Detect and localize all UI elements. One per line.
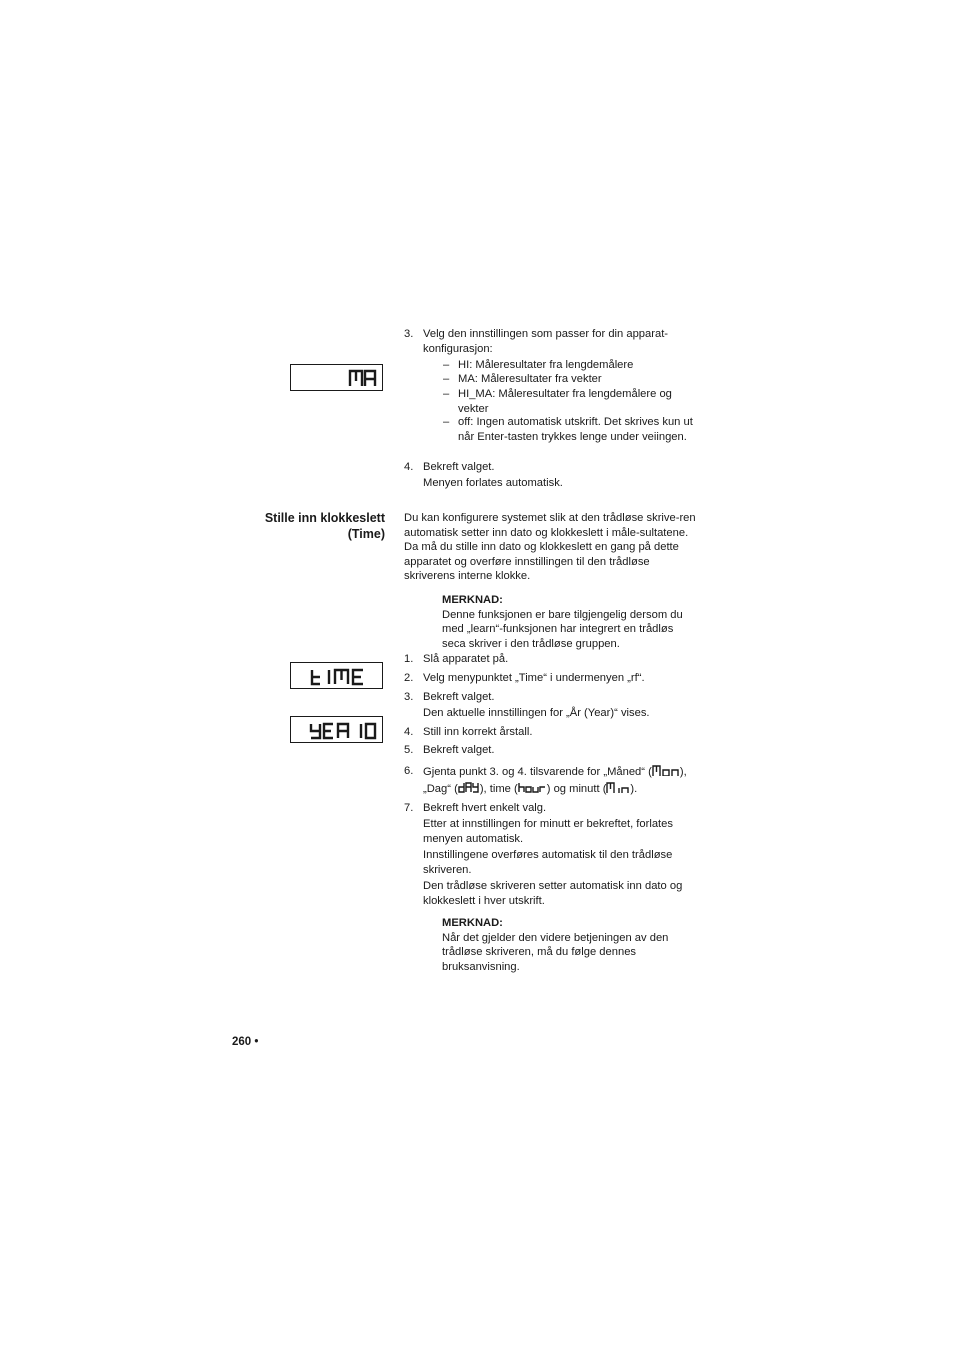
lcd-display-time [290,662,383,689]
lcd-day-icon [458,782,480,793]
lcd-display-year [290,716,383,743]
heading-line: (Time) [347,526,385,541]
section-heading [215,511,385,542]
step-text: Still inn korrekt årstall. [423,726,533,738]
step-text-part: ). [630,783,638,795]
step-subtext: Den aktuelle innstillingen for „År (Year)“ vises. [423,707,650,719]
note-text: Når det gjelder den videre betjeningen av den trådløse skriveren, må du følge dennes bruksanvisning. [442,931,669,973]
step-number: 7. [404,802,414,814]
step-text: Bekreft valget. [423,691,495,703]
step-text: Bekreft hvert enkelt valg. [423,802,547,814]
step-number: 5. [404,744,414,756]
step-text-part: „Dag“ ( [423,783,458,795]
step-number: 4. [404,461,414,473]
lcd-mon-icon [652,765,680,776]
list-dash: – [443,388,450,400]
step-number: 2. [404,672,414,684]
step-subtext: Innstillingene overføres automatisk til den trådløse skriveren. [423,849,673,876]
step-text: Velg menypunktet „Time“ i undermenyen „rf“. [423,672,645,684]
list-dash: – [443,416,450,428]
lcd-year-icon [291,717,384,744]
step-text-part: Gjenta punkt 3. og 4. tilsvarende for „Måned“ ( [423,766,652,778]
lcd-display-ma [290,364,383,391]
lcd-min-icon [606,782,630,793]
note-title: MERKNAD: [442,917,503,929]
heading-line: Stille inn klokkeslett [264,511,385,525]
lcd-ma-icon [291,365,384,392]
step-text: Slå apparatet på. [423,653,509,665]
page-number: 260 • [232,1036,259,1048]
step-subtext: Menyen forlates automatisk. [423,477,563,489]
step-number: 6. [404,765,414,777]
step-text-part: ), [679,766,687,778]
step-number: 3. [404,328,414,340]
step-text-part: ) og minutt ( [546,783,607,795]
step-text: Bekreft valget. [423,461,495,473]
step-number: 4. [404,726,414,738]
step-text: Bekreft valget. [423,744,495,756]
note-block [442,593,692,651]
option-item: HI_MA: Måleresultater fra lengdemålere og vekter [458,388,672,415]
step-subtext: Den trådløse skriveren setter automatisk inn dato og klokkeslett i hver utskrift. [423,880,683,907]
list-dash: – [443,373,450,385]
intro-paragraph: Du kan konfigurere systemet slik at den trådløse skrive-ren automatisk setter inn dato og klokkeslett i måle-sultatene. Da må du stille inn dato og klokkeslett en gang på dette apparatet og overføre innstillingen til den trådløse skriverens interne klokke. [404,512,696,583]
step-number: 3. [404,691,414,703]
note-title: MERKNAD: [442,594,503,606]
step-text: Velg den innstillingen som passer for din apparat-konfigurasjon: [423,328,669,355]
option-item: MA: Måleresultater fra vekter [458,373,602,385]
lcd-time-icon [291,663,384,690]
option-item: off: Ingen automatisk utskrift. Det skrives kun ut når Enter-tasten trykkes lenge under veiingen. [458,416,693,443]
note-block [442,916,692,974]
note-text: Denne funksjonen er bare tilgjengelig dersom du med „learn“-funksjonen har integrert en trådløs seca skriver i den trådløse gruppen. [442,608,683,650]
step-text-part: ), time ( [479,783,518,795]
option-item: HI: Måleresultater fra lengdemålere [458,359,634,371]
list-dash: – [443,359,450,371]
lcd-hour-icon [518,782,547,793]
step-number: 1. [404,653,414,665]
step-subtext: Etter at innstillingen for minutt er bekreftet, forlates menyen automatisk. [423,818,673,845]
step-text [423,764,695,798]
